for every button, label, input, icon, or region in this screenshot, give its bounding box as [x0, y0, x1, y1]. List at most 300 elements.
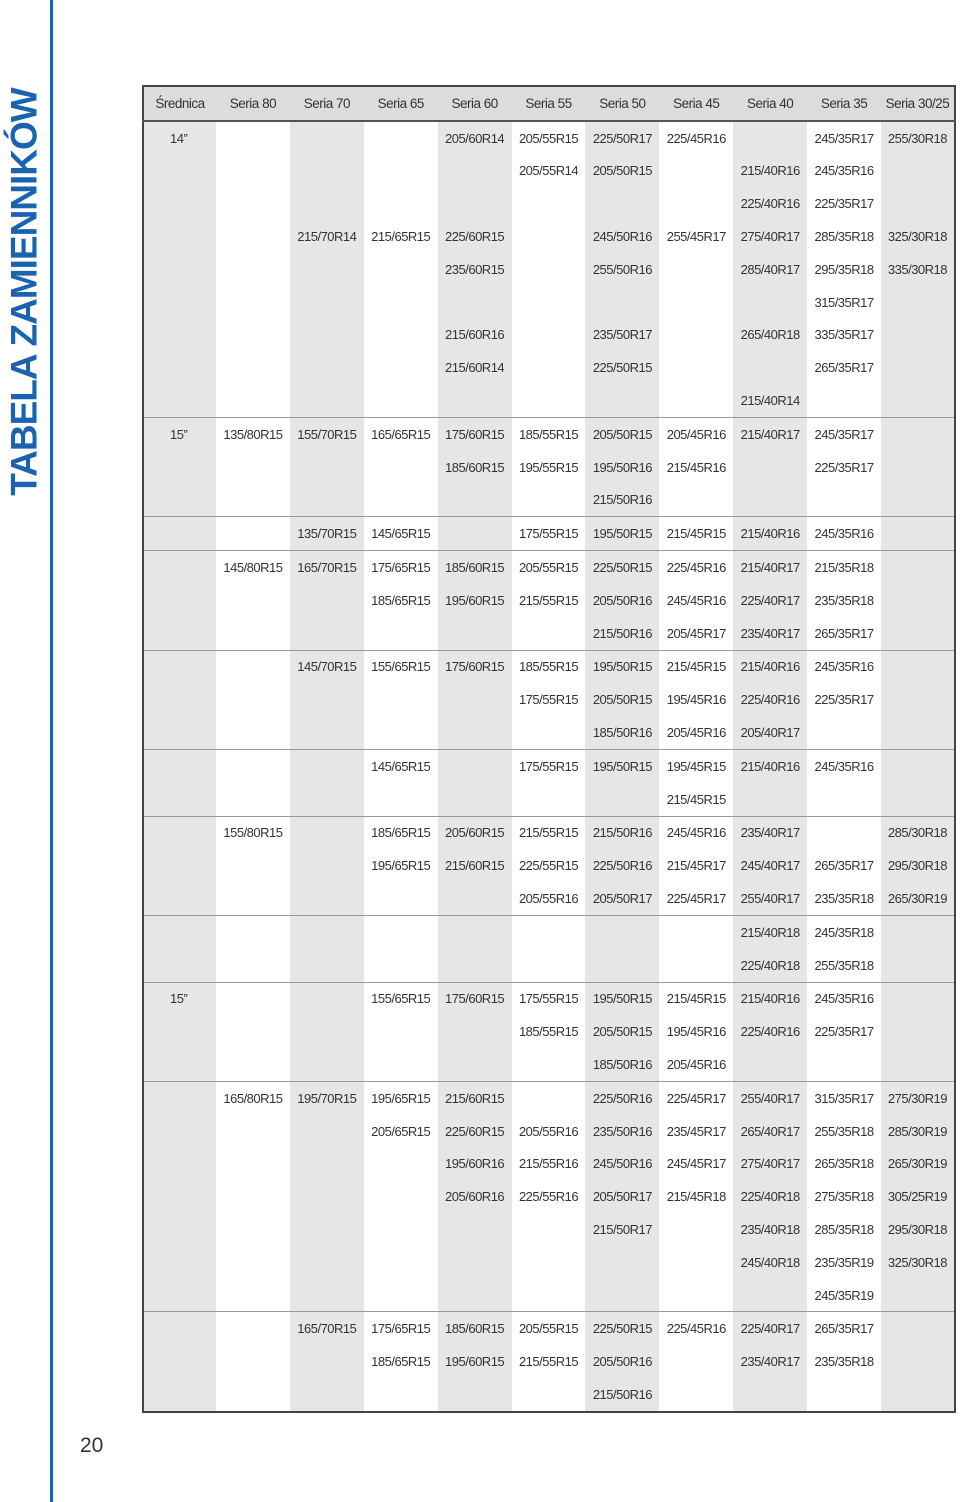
- diameter-cell: [143, 1312, 216, 1345]
- size-cell: [290, 1148, 364, 1181]
- size-cell: [290, 683, 364, 716]
- diameter-cell: 14”: [143, 121, 216, 155]
- size-cell: [438, 286, 512, 319]
- size-cell: 215/60R14: [438, 351, 512, 384]
- size-cell: [438, 517, 512, 551]
- size-cell: 235/40R17: [733, 617, 807, 650]
- table-row: [143, 1048, 955, 1081]
- size-cell: [512, 484, 586, 517]
- size-cell: 165/70R15: [290, 551, 364, 584]
- size-cell: 205/55R16: [512, 882, 586, 915]
- sidebar-divider: [50, 0, 53, 1502]
- size-cell: [290, 882, 364, 915]
- size-cell: 265/35R17: [807, 1312, 881, 1345]
- size-cell: [659, 286, 733, 319]
- size-cell: [290, 584, 364, 617]
- diameter-cell: [143, 650, 216, 683]
- column-header: Seria 70: [290, 86, 364, 121]
- size-cell: [881, 716, 955, 749]
- size-cell: 225/40R18: [733, 1180, 807, 1213]
- size-cell: [881, 155, 955, 188]
- diameter-cell: [143, 1345, 216, 1378]
- size-cell: 215/45R15: [659, 982, 733, 1015]
- size-cell: [290, 1048, 364, 1081]
- size-cell: [364, 351, 438, 384]
- table-row: [143, 1246, 955, 1279]
- size-cell: 205/40R17: [733, 716, 807, 749]
- size-cell: 215/40R16: [733, 650, 807, 683]
- size-cell: 245/35R16: [807, 982, 881, 1015]
- size-cell: [881, 584, 955, 617]
- column-header: Seria 65: [364, 86, 438, 121]
- size-cell: 245/35R19: [807, 1279, 881, 1312]
- size-cell: 255/40R17: [733, 1081, 807, 1114]
- size-cell: [216, 351, 290, 384]
- size-cell: 175/55R15: [512, 683, 586, 716]
- size-cell: [881, 783, 955, 816]
- diameter-cell: [143, 849, 216, 882]
- table-row: [143, 1148, 955, 1181]
- size-cell: [733, 451, 807, 484]
- size-cell: 225/35R17: [807, 683, 881, 716]
- size-cell: 235/50R17: [585, 319, 659, 352]
- size-cell: 215/45R15: [659, 650, 733, 683]
- size-cell: [364, 683, 438, 716]
- size-cell: 155/65R15: [364, 650, 438, 683]
- size-cell: 175/60R15: [438, 982, 512, 1015]
- size-cell: 135/80R15: [216, 417, 290, 450]
- size-cell: [364, 1148, 438, 1181]
- sidebar-title: TABELA ZAMIENNIKÓW: [3, 88, 45, 496]
- size-cell: 245/50R16: [585, 220, 659, 253]
- size-cell: [659, 155, 733, 188]
- size-cell: [364, 882, 438, 915]
- size-cell: [659, 1378, 733, 1412]
- size-cell: [512, 716, 586, 749]
- size-cell: [216, 1015, 290, 1048]
- size-cell: [585, 915, 659, 948]
- table-row: [143, 551, 955, 584]
- size-cell: 265/40R17: [733, 1115, 807, 1148]
- size-cell: 315/35R17: [807, 1081, 881, 1114]
- diameter-cell: [143, 617, 216, 650]
- size-cell: [290, 484, 364, 517]
- size-cell: [216, 849, 290, 882]
- diameter-cell: [143, 1378, 216, 1412]
- size-cell: [290, 319, 364, 352]
- size-cell: [216, 121, 290, 155]
- table-row: [143, 1015, 955, 1048]
- size-cell: [733, 783, 807, 816]
- size-cell: 205/60R14: [438, 121, 512, 155]
- size-cell: 265/30R19: [881, 882, 955, 915]
- size-cell: 235/40R17: [733, 816, 807, 849]
- size-cell: 225/35R17: [807, 1015, 881, 1048]
- size-cell: 245/45R16: [659, 816, 733, 849]
- size-cell: [881, 1378, 955, 1412]
- size-cell: 195/50R15: [585, 650, 659, 683]
- size-cell: 215/45R17: [659, 849, 733, 882]
- size-cell: [216, 683, 290, 716]
- size-cell: 205/50R15: [585, 155, 659, 188]
- size-cell: [733, 1378, 807, 1412]
- size-cell: 335/30R18: [881, 253, 955, 286]
- size-cell: [290, 849, 364, 882]
- size-cell: [881, 683, 955, 716]
- size-cell: [585, 949, 659, 982]
- size-cell: [438, 1378, 512, 1412]
- size-cell: 325/30R18: [881, 220, 955, 253]
- size-cell: [290, 253, 364, 286]
- size-cell: 235/50R16: [585, 1115, 659, 1148]
- diameter-cell: [143, 1081, 216, 1114]
- size-cell: [512, 220, 586, 253]
- size-cell: [438, 749, 512, 782]
- table-row: [143, 451, 955, 484]
- size-cell: 225/40R16: [733, 187, 807, 220]
- size-cell: 215/55R15: [512, 816, 586, 849]
- size-cell: 165/80R15: [216, 1081, 290, 1114]
- size-cell: [290, 351, 364, 384]
- size-cell: 175/65R15: [364, 551, 438, 584]
- size-cell: 225/60R15: [438, 220, 512, 253]
- size-cell: 225/60R15: [438, 1115, 512, 1148]
- column-header: Seria 50: [585, 86, 659, 121]
- size-cell: 235/60R15: [438, 253, 512, 286]
- diameter-cell: [143, 882, 216, 915]
- table-row: [143, 187, 955, 220]
- size-cell: [216, 1378, 290, 1412]
- size-cell: 315/35R17: [807, 286, 881, 319]
- size-cell: 205/45R16: [659, 417, 733, 450]
- table-row: [143, 716, 955, 749]
- size-cell: [438, 1279, 512, 1312]
- size-cell: 225/40R17: [733, 1312, 807, 1345]
- size-cell: [881, 749, 955, 782]
- table-row: [143, 253, 955, 286]
- diameter-cell: 15”: [143, 982, 216, 1015]
- diameter-cell: [143, 451, 216, 484]
- size-cell: 195/65R15: [364, 1081, 438, 1114]
- size-cell: 185/55R15: [512, 1015, 586, 1048]
- table-header: [143, 86, 955, 121]
- table-row: [143, 155, 955, 188]
- size-cell: [216, 1312, 290, 1345]
- size-cell: 215/50R16: [585, 484, 659, 517]
- size-cell: 215/45R16: [659, 451, 733, 484]
- size-cell: 195/45R16: [659, 683, 733, 716]
- size-cell: [659, 1246, 733, 1279]
- diameter-cell: [143, 584, 216, 617]
- size-cell: 225/45R16: [659, 121, 733, 155]
- size-cell: 205/60R16: [438, 1180, 512, 1213]
- size-cell: [659, 1213, 733, 1246]
- diameter-cell: [143, 915, 216, 948]
- table-row: [143, 1213, 955, 1246]
- size-cell: [364, 187, 438, 220]
- size-cell: [290, 384, 364, 417]
- size-cell: 245/40R17: [733, 849, 807, 882]
- size-cell: 175/55R15: [512, 517, 586, 551]
- size-cell: [659, 484, 733, 517]
- size-cell: 225/35R17: [807, 451, 881, 484]
- size-cell: [659, 949, 733, 982]
- size-cell: 185/65R15: [364, 1345, 438, 1378]
- size-cell: [807, 484, 881, 517]
- size-cell: [512, 384, 586, 417]
- size-cell: [512, 1048, 586, 1081]
- size-cell: 165/65R15: [364, 417, 438, 450]
- size-cell: 185/60R15: [438, 1312, 512, 1345]
- size-cell: 245/45R17: [659, 1148, 733, 1181]
- size-cell: [807, 816, 881, 849]
- size-cell: [585, 187, 659, 220]
- size-cell: [364, 1378, 438, 1412]
- diameter-cell: [143, 816, 216, 849]
- table-row: [143, 949, 955, 982]
- size-cell: [364, 949, 438, 982]
- table-row: [143, 351, 955, 384]
- size-cell: 205/55R14: [512, 155, 586, 188]
- size-cell: [364, 783, 438, 816]
- size-cell: 145/65R15: [364, 749, 438, 782]
- table-row: [143, 1115, 955, 1148]
- diameter-cell: [143, 1048, 216, 1081]
- size-cell: [364, 319, 438, 352]
- size-cell: [807, 783, 881, 816]
- size-cell: 225/50R15: [585, 1312, 659, 1345]
- diameter-cell: [143, 1180, 216, 1213]
- column-header: Seria 80: [216, 86, 290, 121]
- size-cell: [438, 187, 512, 220]
- size-cell: [290, 949, 364, 982]
- size-cell: [364, 915, 438, 948]
- size-cell: [438, 1246, 512, 1279]
- diameter-cell: 15”: [143, 417, 216, 450]
- size-cell: [512, 187, 586, 220]
- diameter-cell: [143, 551, 216, 584]
- size-cell: [881, 617, 955, 650]
- size-cell: 285/30R18: [881, 816, 955, 849]
- size-cell: 255/30R18: [881, 121, 955, 155]
- table-row: [143, 915, 955, 948]
- size-cell: [290, 1213, 364, 1246]
- size-cell: 215/70R14: [290, 220, 364, 253]
- size-cell: [733, 1279, 807, 1312]
- size-cell: 215/35R18: [807, 551, 881, 584]
- size-cell: [881, 417, 955, 450]
- size-cell: 215/40R18: [733, 915, 807, 948]
- size-cell: 205/45R17: [659, 617, 733, 650]
- size-cell: 215/40R17: [733, 417, 807, 450]
- size-cell: 205/50R17: [585, 1180, 659, 1213]
- size-cell: 205/55R15: [512, 551, 586, 584]
- table-row: [143, 286, 955, 319]
- size-cell: [807, 384, 881, 417]
- size-cell: 245/35R17: [807, 121, 881, 155]
- size-cell: [881, 1312, 955, 1345]
- size-cell: 225/35R17: [807, 187, 881, 220]
- size-cell: 245/45R16: [659, 584, 733, 617]
- size-cell: [881, 384, 955, 417]
- size-cell: 275/35R18: [807, 1180, 881, 1213]
- size-cell: 245/35R16: [807, 517, 881, 551]
- size-cell: [512, 949, 586, 982]
- size-cell: 215/45R18: [659, 1180, 733, 1213]
- table-row: [143, 1345, 955, 1378]
- diameter-cell: [143, 517, 216, 551]
- size-cell: [881, 1279, 955, 1312]
- size-cell: 225/50R16: [585, 849, 659, 882]
- size-cell: [881, 1048, 955, 1081]
- size-cell: [216, 253, 290, 286]
- size-cell: [364, 384, 438, 417]
- diameter-cell: [143, 749, 216, 782]
- diameter-cell: [143, 1115, 216, 1148]
- size-cell: [216, 749, 290, 782]
- size-cell: [290, 451, 364, 484]
- size-cell: [364, 1246, 438, 1279]
- size-cell: 205/45R16: [659, 716, 733, 749]
- size-cell: [438, 1015, 512, 1048]
- size-cell: [659, 319, 733, 352]
- size-cell: 155/65R15: [364, 982, 438, 1015]
- size-cell: [659, 1345, 733, 1378]
- size-cell: [733, 1048, 807, 1081]
- table-row: [143, 816, 955, 849]
- size-cell: [733, 484, 807, 517]
- size-cell: 195/60R16: [438, 1148, 512, 1181]
- size-cell: 255/45R17: [659, 220, 733, 253]
- size-cell: 235/35R18: [807, 584, 881, 617]
- size-cell: [438, 1213, 512, 1246]
- size-cell: 195/50R15: [585, 749, 659, 782]
- size-cell: 225/50R16: [585, 1081, 659, 1114]
- size-cell: [216, 982, 290, 1015]
- size-cell: [512, 1081, 586, 1114]
- diameter-cell: [143, 319, 216, 352]
- size-cell: 295/30R18: [881, 849, 955, 882]
- size-cell: [659, 384, 733, 417]
- size-cell: [216, 1115, 290, 1148]
- size-cell: [216, 1246, 290, 1279]
- size-cell: 265/35R17: [807, 617, 881, 650]
- size-cell: 265/40R18: [733, 319, 807, 352]
- size-cell: 225/45R17: [659, 1081, 733, 1114]
- size-cell: [659, 915, 733, 948]
- size-cell: 185/60R15: [438, 551, 512, 584]
- size-cell: [216, 451, 290, 484]
- size-cell: [216, 584, 290, 617]
- size-cell: 155/80R15: [216, 816, 290, 849]
- size-cell: [585, 783, 659, 816]
- table-row: [143, 849, 955, 882]
- size-cell: 145/65R15: [364, 517, 438, 551]
- table-row: [143, 882, 955, 915]
- size-cell: [438, 617, 512, 650]
- size-cell: [733, 351, 807, 384]
- size-cell: [216, 220, 290, 253]
- size-cell: 205/65R15: [364, 1115, 438, 1148]
- size-cell: [881, 351, 955, 384]
- size-cell: 215/45R15: [659, 517, 733, 551]
- size-cell: 225/40R17: [733, 584, 807, 617]
- size-cell: [290, 982, 364, 1015]
- table-row: [143, 417, 955, 450]
- size-cell: 205/55R15: [512, 1312, 586, 1345]
- size-cell: [438, 1048, 512, 1081]
- size-cell: 225/40R16: [733, 1015, 807, 1048]
- size-cell: 265/30R19: [881, 1148, 955, 1181]
- size-cell: 205/60R15: [438, 816, 512, 849]
- size-cell: 175/55R15: [512, 982, 586, 1015]
- size-cell: [438, 484, 512, 517]
- size-cell: 245/35R18: [807, 915, 881, 948]
- size-cell: [216, 1345, 290, 1378]
- size-cell: [364, 155, 438, 188]
- size-cell: [438, 949, 512, 982]
- size-cell: [512, 617, 586, 650]
- size-cell: 245/35R16: [807, 749, 881, 782]
- size-cell: [364, 1279, 438, 1312]
- size-cell: [512, 351, 586, 384]
- size-cell: 225/50R17: [585, 121, 659, 155]
- diameter-cell: [143, 286, 216, 319]
- size-cell: [881, 187, 955, 220]
- size-cell: 235/40R17: [733, 1345, 807, 1378]
- size-cell: 255/50R16: [585, 253, 659, 286]
- size-cell: [290, 1015, 364, 1048]
- size-cell: 215/50R17: [585, 1213, 659, 1246]
- size-cell: 265/35R17: [807, 351, 881, 384]
- size-cell: [881, 286, 955, 319]
- size-cell: 185/50R16: [585, 716, 659, 749]
- size-cell: [585, 384, 659, 417]
- size-cell: 215/45R15: [659, 783, 733, 816]
- size-cell: [290, 187, 364, 220]
- size-cell: 215/50R16: [585, 617, 659, 650]
- size-cell: [290, 1115, 364, 1148]
- size-cell: 285/35R18: [807, 220, 881, 253]
- size-cell: 245/40R18: [733, 1246, 807, 1279]
- size-cell: [659, 1279, 733, 1312]
- size-cell: [290, 121, 364, 155]
- size-cell: 195/70R15: [290, 1081, 364, 1114]
- table-row: [143, 982, 955, 1015]
- size-cell: [585, 1246, 659, 1279]
- size-cell: [364, 451, 438, 484]
- size-cell: [216, 617, 290, 650]
- table-row: [143, 683, 955, 716]
- column-header: Seria 55: [512, 86, 586, 121]
- size-cell: 195/65R15: [364, 849, 438, 882]
- tyre-substitute-table: [142, 85, 956, 1413]
- size-cell: 215/40R16: [733, 517, 807, 551]
- size-cell: 195/50R15: [585, 982, 659, 1015]
- size-cell: 215/60R16: [438, 319, 512, 352]
- size-cell: 295/30R18: [881, 1213, 955, 1246]
- size-cell: [881, 915, 955, 948]
- size-cell: [364, 121, 438, 155]
- size-cell: [733, 121, 807, 155]
- size-cell: [364, 1015, 438, 1048]
- size-cell: [216, 484, 290, 517]
- size-cell: [216, 319, 290, 352]
- size-cell: 275/40R17: [733, 220, 807, 253]
- column-header: Seria 45: [659, 86, 733, 121]
- size-cell: [290, 915, 364, 948]
- size-cell: [216, 783, 290, 816]
